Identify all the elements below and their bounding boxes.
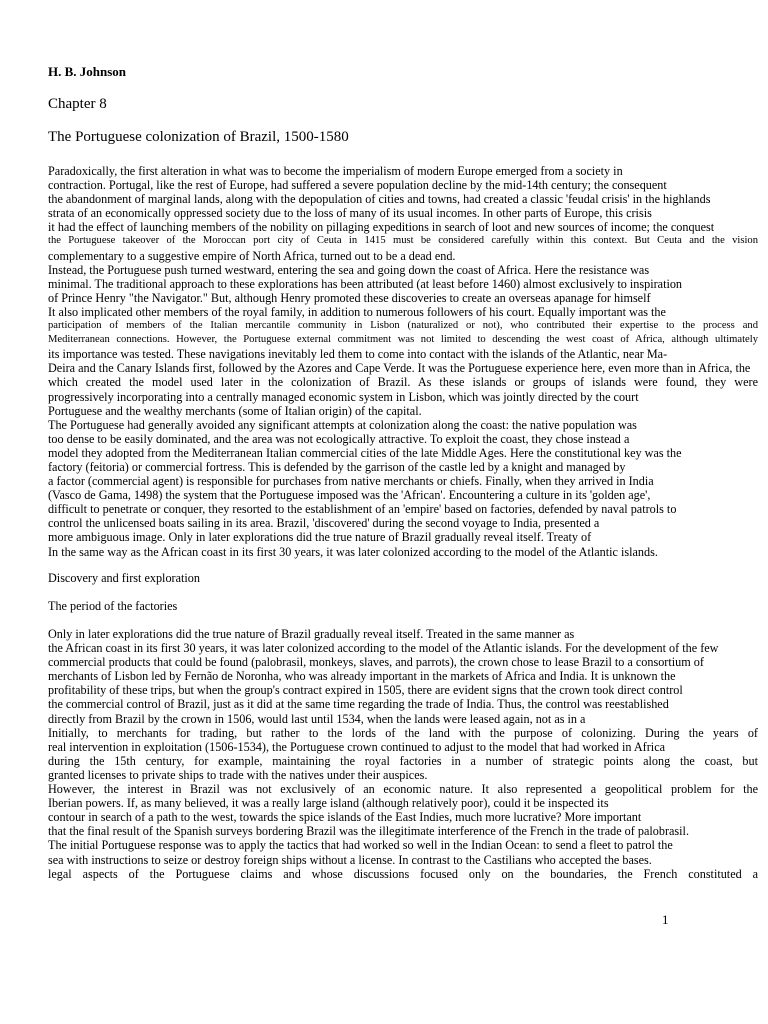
text-line: Paradoxically, the first alteration in what was to become the imperialism of modern Europe emerged from a society in [48,164,623,178]
text-line: Deira and the Canary Islands first, followed by the Azores and Cape Verde. It was the Portuguese experience here, even more than in Africa, the [48,361,751,376]
text-line: Portuguese and the wealthy merchants (some of Italian origin) of the capital. [48,403,422,418]
section-heading-factories: The period of the factories [48,599,178,613]
text-line: the commercial control of Brazil, just as it did at the same time regarding the trade of India. Thus, the control was reestablished [48,697,669,712]
text-line: strata of an economically oppressed society due to the loss of many of its usual incomes. In other parts of Europe, this crisis [48,206,652,221]
factories-section [48,627,758,881]
text-line: It also implicated other members of the royal family, in addition to numerous followers of his court. Equally important was the [48,304,666,319]
text-line: the abandonment of marginal lands, along with the depopulation of cities and towns, had created a classic 'feudal crisis' in the highlands [48,192,711,207]
text-line: a factor (commercial agent) is responsible for purchases from native merchants or chiefs. Finally, when they arrived in India [48,474,654,489]
text-line: (Vasco de Gama, 1498) the system that the Portuguese imposed was the 'African'. Encountering a culture in its 'golden age', [48,488,651,503]
text-line: granted licenses to private ships to trade with the natives under their auspices. [48,767,428,782]
text-line: of Prince Henry "the Navigator." But, although Henry promoted these discoveries to create an overseas apanage for himself [48,290,651,305]
text-line: complementary to a suggestive empire of North Africa, turned out to be a dead end. [48,248,456,263]
text-line: merchants of Lisbon led by Fernão de Noronha, who was already important in the markets of Africa and India. It is unknown the [48,669,676,684]
text-line: more ambiguous image. Only in later explorations did the true nature of Brazil gradually reveal itself. Treaty of [48,530,592,545]
text-line: Only in later explorations did the true nature of Brazil gradually reveal itself. Treated in the same manner as [48,627,575,641]
text-line: Instead, the Portuguese push turned westward, entering the sea and going down the coast of Africa. Here the resistance was [48,262,650,277]
chapter-label: Chapter 8 [48,96,107,112]
text-line: The initial Portuguese response was to apply the tactics that had worked so well in the Indian Ocean: to send a fleet to patrol the [48,838,673,853]
text-line: However, the interest in Brazil was not exclusively of an economic nature. It also represented a geopolitical problem for the [48,782,758,797]
text-line: Iberian powers. If, as many believed, it was a really large island (although relatively poor), could it be inspected its [48,796,609,811]
text-line: sea with instructions to seize or destroy foreign ships without a license. In contrast to the Castilians who accepted the bases. [48,852,652,867]
introduction-section [48,164,758,559]
section-heading-discovery: Discovery and first exploration [48,571,200,585]
text-line: The Portuguese had generally avoided any significant attempts at colonization along the coast: the native population was [48,417,637,432]
text-line: participation of members of the Italian mercantile community in Lisbon (naturalized or not), who contributed their expertise to the process and [48,320,758,332]
text-line: profitability of these trips, but when the group's contract expired in 1505, there are evident signs that the crown took direct control [48,683,683,698]
text-line: factory (feitoria) or commercial fortress. This is defended by the garrison of the castle led by a knight and managed by [48,459,626,474]
text-line: control the unlicensed boats sailing in its area. Brazil, 'discovered' during the second voyage to India, presented a [48,516,600,531]
text-line: directly from Brazil by the crown in 1506, would last until 1534, when the lands were leased again, not as in a [48,711,586,726]
text-line: that the final result of the Spanish surveys bordering Brazil was the illegitimate interference of the French in the trade of palobrasil. [48,824,689,839]
text-line: progressively incorporating into a centrally managed economic system in Lisbon, which was jointly directed by the court [48,389,639,404]
text-line: too dense to be easily dominated, and the area was not ecologically attractive. To exploit the coast, they chose instead a [48,431,630,446]
text-line: legal aspects of the Portuguese claims and whose discussions focused only on the boundaries, the French constituted a [48,866,758,881]
text-line: model they adopted from the Mediterranean Italian commercial cities of the late Middle Ages. Here the constitutional key was the [48,445,682,460]
text-line: Initially, to merchants for trading, but rather to the lords of the land with the purpose of colonizing. During the years of [48,725,758,740]
text-line: commercial products that could be found (palobrasil, monkeys, slaves, and parrots), the crown chose to lease Brazil to a consortium of [48,655,704,670]
text-line: it had the effect of launching members of the nobility on pillaging expeditions in search of loot and new sources of income; the conquest [48,220,715,235]
text-line: during the 15th century, for example, maintaining the royal factories in a number of strategic points along the coast, but [48,753,758,768]
text-line: contraction. Portugal, like the rest of Europe, had suffered a severe population decline by the mid-14th century; the consequent [48,178,667,193]
chapter-title: The Portuguese colonization of Brazil, 1500-1580 [48,129,349,145]
text-line: real intervention in exploitation (1506-1534), the Portuguese crown continued to adjust to the model that had worked in Africa [48,739,666,754]
text-line: Mediterranean connections. However, the Portuguese external commitment was not limited to descending the west coast of Africa, although ultimately [48,334,758,346]
text-line: contour in search of a path to the west, towards the spice islands of the East Indies, much more lucrative? More important [48,810,642,825]
text-line: its importance was tested. These navigations inevitably led them to come into contact with the islands of the Atlantic, near Ma- [48,347,668,362]
text-line: In the same way as the African coast in its first 30 years, it was later colonized according to the model of the Atlantic islands. [48,544,658,559]
author-name: H. B. Johnson [48,64,127,79]
text-line: which created the model used later in the colonization of Brazil. As these islands or groups of islands were found, they were [48,375,758,390]
text-line: the Portuguese takeover of the Moroccan port city of Ceuta in 1415 must be considered carefully within this context. But Ceuta and the vision [48,235,758,247]
text-line: minimal. The traditional approach to these explorations has been attributed (at least before 1460) almost exclusively to inspiration [48,276,683,291]
text-line: difficult to penetrate or conquer, they resorted to the establishment of an 'empire' based on factories, defended by naval patrols to [48,502,677,517]
page-number: 1 [662,912,669,927]
text-line: the African coast in its first 30 years, it was later colonized according to the model of the Atlantic islands. For the development of the few [48,641,719,656]
